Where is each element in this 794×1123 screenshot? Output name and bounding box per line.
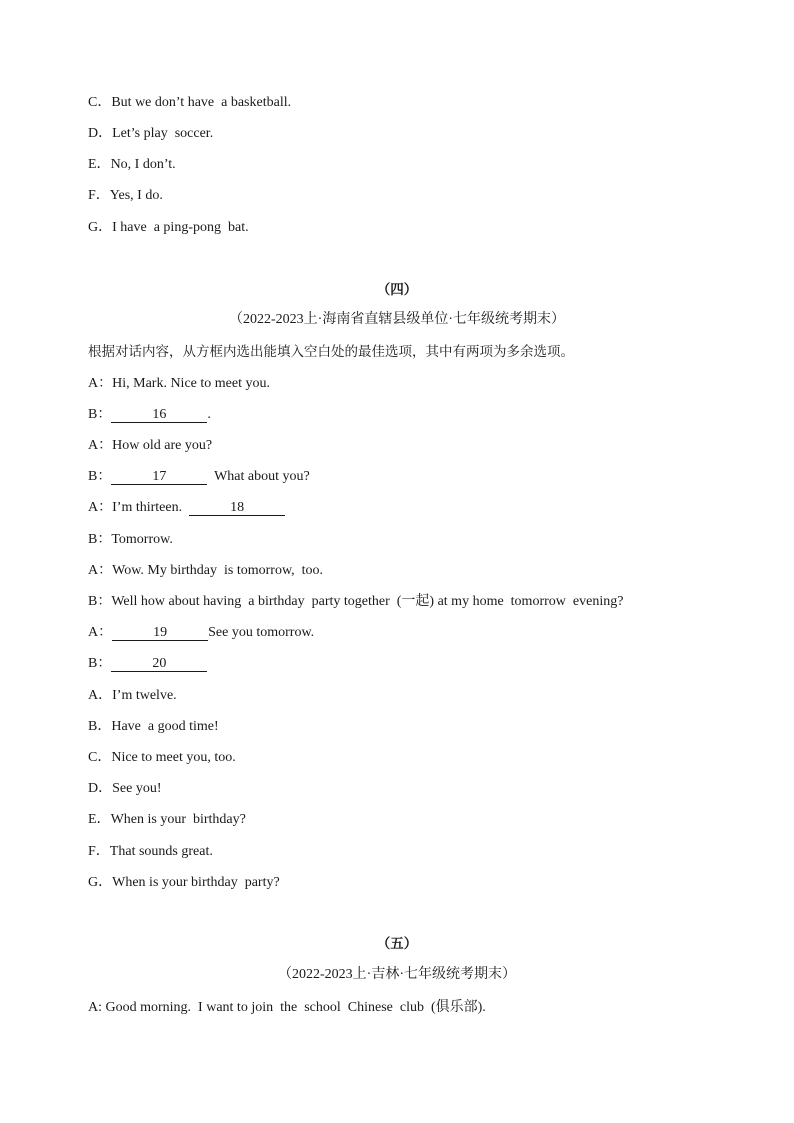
option-g: G．When is your birthday party?	[88, 875, 280, 890]
dialogue-line-6: B：Tomorrow.	[88, 532, 173, 547]
answer-blank-20[interactable]: 20	[111, 656, 207, 672]
option-g: G．I have a ping-pong bat.	[88, 220, 249, 235]
dialogue-line-5: A：I’m thirteen. 18	[88, 499, 285, 517]
option-f: F．Yes, I do.	[88, 188, 163, 203]
dialogue-line-1: A：Hi, Mark. Nice to meet you.	[88, 376, 270, 391]
answer-blank-19[interactable]: 19	[112, 625, 208, 641]
dialogue-line-9: A： 19 See you tomorrow.	[88, 625, 315, 640]
answer-blank-18[interactable]: 18	[189, 500, 285, 516]
option-c: C．Nice to meet you, too.	[88, 750, 236, 765]
dialogue-line-4: B： 17 What about you?	[88, 469, 310, 484]
section5-source: （2022-2023上·吉林·七年级统考期末）	[278, 967, 516, 982]
dialogue-line-7: A：Wow. My birthday is tomorrow, too.	[88, 563, 324, 578]
option-d: D．Let’s play soccer.	[88, 126, 214, 141]
section5-first-line: A: Good morning. I want to join the school Chinese club (俱乐部).	[88, 1000, 486, 1015]
dialogue-line-10: B： 20	[88, 655, 207, 673]
dialogue-line-3: A：How old are you?	[88, 438, 213, 453]
option-f: F．That sounds great.	[88, 844, 213, 859]
option-e: E．No, I don’t.	[88, 157, 176, 172]
option-a: A．I’m twelve.	[88, 688, 177, 703]
dialogue-line-2: B： 16 .	[88, 407, 211, 422]
option-e: E．When is your birthday?	[88, 812, 246, 827]
answer-blank-16[interactable]: 16	[111, 407, 207, 423]
section5-heading: （五）	[376, 936, 418, 952]
dialogue-line-8: B：Well how about having a birthday party together (一起) at my home tomorrow evening?	[88, 594, 624, 609]
section4-instruction: 根据对话内容，从方框内选出能填入空白处的最佳选项，其中有两项为多余选项。	[88, 344, 574, 360]
option-d: D．See you!	[88, 781, 162, 796]
section4-heading: （四）	[376, 282, 418, 298]
answer-blank-17[interactable]: 17	[111, 469, 207, 485]
option-c: C．But we don’t have a basketball.	[88, 95, 292, 110]
option-b: B．Have a good time!	[88, 719, 219, 734]
section4-source: （2022-2023上·海南省直辖县级单位·七年级统考期末）	[229, 312, 565, 327]
